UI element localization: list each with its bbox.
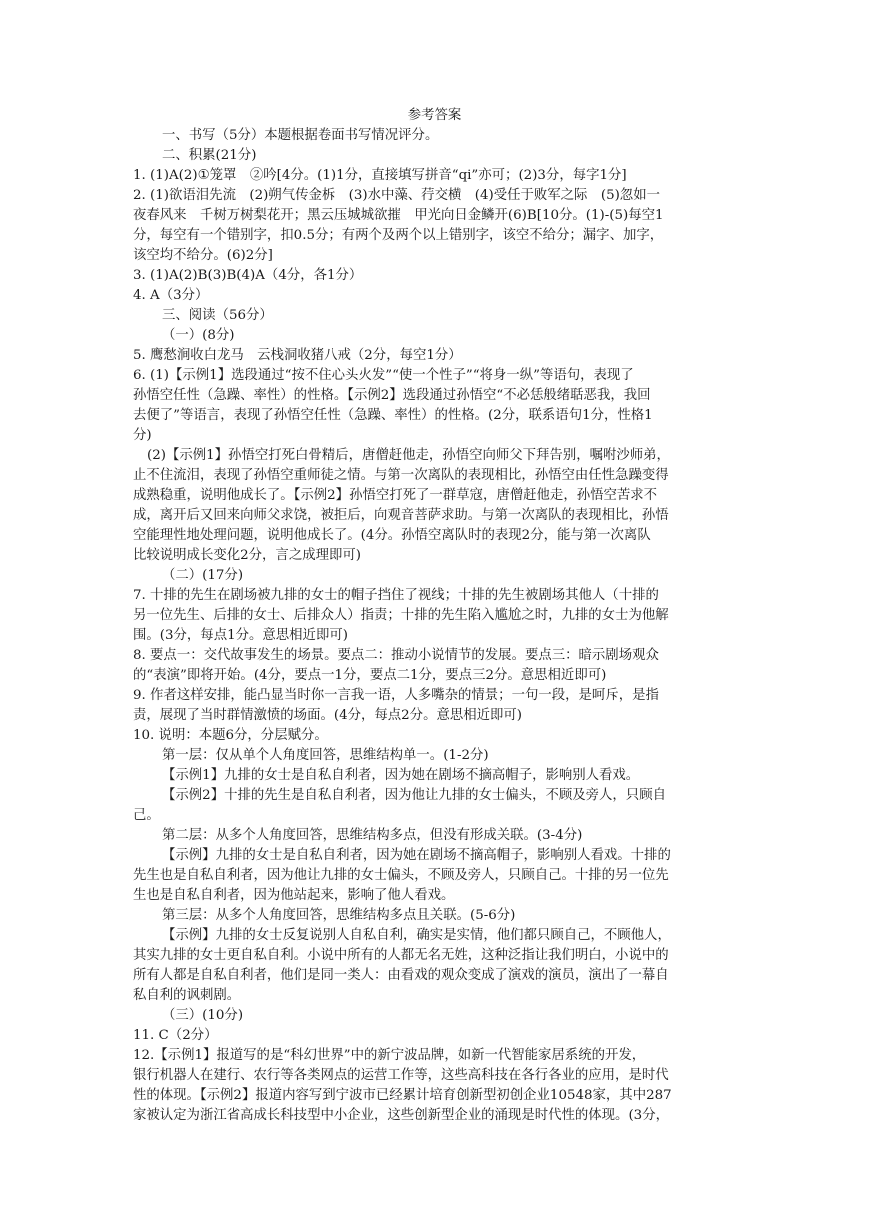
text-line: 另一位先生、后排的女士、后排众人）指责；十排的先生陷入尴尬之时，九排的女士为他解 — [133, 608, 669, 623]
text-line: 9. 作者这样安排，能凸显当时你一言我一语，人多嘴杂的情景；一句一段，是呵斥，是指 — [133, 688, 659, 703]
text-line: 责，展现了当时群情激愤的场面。(4分，每点2分。意思相近即可) — [133, 708, 523, 723]
text-line: 第二层：从多个人角度回答，思维结构多点，但没有形成关联。(3-4分) — [162, 828, 583, 843]
text-line: 一、书写（5分）本题根据卷面书写情况评分。 — [162, 128, 439, 143]
text-line: 1. (1)A(2)①笼罩 ②吟[4分。(1)1分，直接填写拼音“qi”亦可；(2)3分，每字1分] — [133, 168, 627, 183]
text-line: 6. (1)【示例1】选段通过“按不住心头火发”“使一个性子”“将身一纵”等语句，表现了 — [133, 368, 634, 383]
text-line: 【示例】九排的女士是自私自利者，因为她在剧场不摘高帽子，影响别人看戏。十排的 — [162, 848, 671, 863]
text-line: 夜春风来 千树万树梨花开；黑云压城城欲摧 甲光向日金鳞开(6)B[10分。(1)-(5)每空1 — [133, 208, 664, 223]
text-line: 去便了”等语言，表现了孙悟空任性（急躁、率性）的性格。(2分，联系语句1分，性格1 — [133, 408, 653, 423]
text-line: 性的体现。【示例2】报道内容写到宁波市已经累计培育创新型初创企业10548家，其中287 — [133, 1088, 672, 1103]
text-line: 其实九排的女士更自私自利。小说中所有的人都无名无姓，这种泛指让我们明白，小说中的 — [133, 948, 669, 963]
text-line: 【示例】九排的女士反复说别人自私自利，确实是实情，他们都只顾自己，不顾他人， — [162, 928, 671, 943]
section-heading: 二、积累(21分) — [162, 148, 257, 163]
text-line: 第三层：从多个人角度回答，思维结构多点且关联。(5-6分) — [162, 908, 516, 923]
text-line: 12.【示例1】报道写的是“科幻世界”中的新宁波品牌，如新一代智能家居系统的开发， — [133, 1048, 646, 1063]
subsection-heading: （二）(17分) — [162, 568, 244, 583]
text-line: 第一层：仅从单个人角度回答，思维结构单一。(1-2分) — [162, 748, 489, 763]
text-line: 私自利的讽刺剧。 — [133, 988, 241, 1003]
text-line: 空能理性地处理问题，说明他成长了。(4分。孙悟空离队时的表现2分，能与第一次离队 — [133, 528, 651, 543]
text-line: 比较说明成长变化2分，言之成理即可) — [133, 548, 361, 563]
section-heading: 三、阅读（56分） — [162, 308, 273, 323]
text-line: 成，离开后又回来向师父求饶，被拒后，向观音菩萨求助。与第一次离队的表现相比，孙悟 — [133, 508, 669, 523]
text-line: 孙悟空任性（急躁、率性）的性格。【示例2】选段通过孙悟空“不必恁般绪聒恶我，我回 — [133, 388, 651, 403]
text-line: 成熟稳重，说明他成长了。【示例2】孙悟空打死了一群草寇，唐僧赶他走，孙悟空苦求不 — [133, 488, 658, 503]
text-line: 2. (1)欲语泪先流 (2)朔气传金柝 (3)水中藻、荇交横 (4)受任于败军之际 (5)忽如一 — [133, 188, 660, 203]
text-line: 5. 鹰愁涧收白龙马 云栈洞收猪八戒（2分，每空1分） — [133, 348, 462, 363]
text-line: 家被认定为浙江省高成长科技型中小企业，这些创新型企业的涌现是时代性的体现。(3分， — [133, 1108, 669, 1123]
text-line: 4. A（3分） — [133, 288, 209, 303]
text-line: 所有人都是自私自利者，他们是同一类人：由看戏的观众变成了演戏的演员，演出了一幕自 — [133, 968, 669, 983]
subsection-heading: （三）(10分) — [162, 1008, 244, 1023]
text-line: 先生也是自私自利者，因为他让九排的女士偏头，不顾及旁人，只顾自己。十排的另一位先 — [133, 868, 669, 883]
text-line: 分，每空有一个错别字，扣0.5分；有两个及两个以上错别字，该空不给分；漏字、加字， — [133, 228, 664, 243]
text-line: 3. (1)A(2)B(3)B(4)A（4分，各1分） — [133, 268, 363, 283]
text-line: 【示例2】十排的先生是自私自利者，因为他让九排的女士偏头，不顾及旁人，只顾自 — [162, 788, 666, 803]
text-line: 【示例1】九排的女士是自私自利者，因为她在剧场不摘高帽子，影响别人看戏。 — [162, 768, 640, 783]
text-line: 该空均不给分。(6)2分] — [133, 248, 273, 263]
page-title: 参考答案 — [407, 108, 462, 123]
text-line: 止不住流泪，表现了孙悟空重师徒之情。与第一次离队的表现相比，孙悟空由任性急躁变得 — [133, 468, 669, 483]
text-line: 8. 要点一：交代故事发生的场景。要点二：推动小说情节的发展。要点三：暗示剧场观众 — [133, 648, 659, 663]
text-line: (2)【示例1】孙悟空打死白骨精后，唐僧赶他走，孙悟空向师父下拜告别，嘱咐沙师弟， — [147, 448, 670, 463]
text-line: 10. 说明：本题6分，分层赋分。 — [133, 728, 328, 743]
text-line: 银行机器人在建行、农行等各类网点的运营工作等，这些高科技在各行各业的应用，是时代 — [133, 1068, 669, 1083]
text-line: 分) — [133, 428, 152, 443]
text-line: 的“表演”即将开始。(4分，要点一1分，要点二1分，要点三2分。意思相近即可) — [133, 668, 607, 683]
subsection-heading: （一）(8分) — [162, 328, 235, 343]
text-line: 11. C（2分） — [133, 1028, 218, 1043]
text-line: 围。(3分，每点1分。意思相近即可) — [133, 628, 348, 643]
text-line: 生也是自私自利者，因为他站起来，影响了他人看戏。 — [133, 888, 455, 903]
text-line: 7. 十排的先生在剧场被九排的女士的帽子挡住了视线；十排的先生被剧场其他人（十排的 — [133, 588, 659, 603]
text-line: 己。 — [133, 808, 160, 823]
